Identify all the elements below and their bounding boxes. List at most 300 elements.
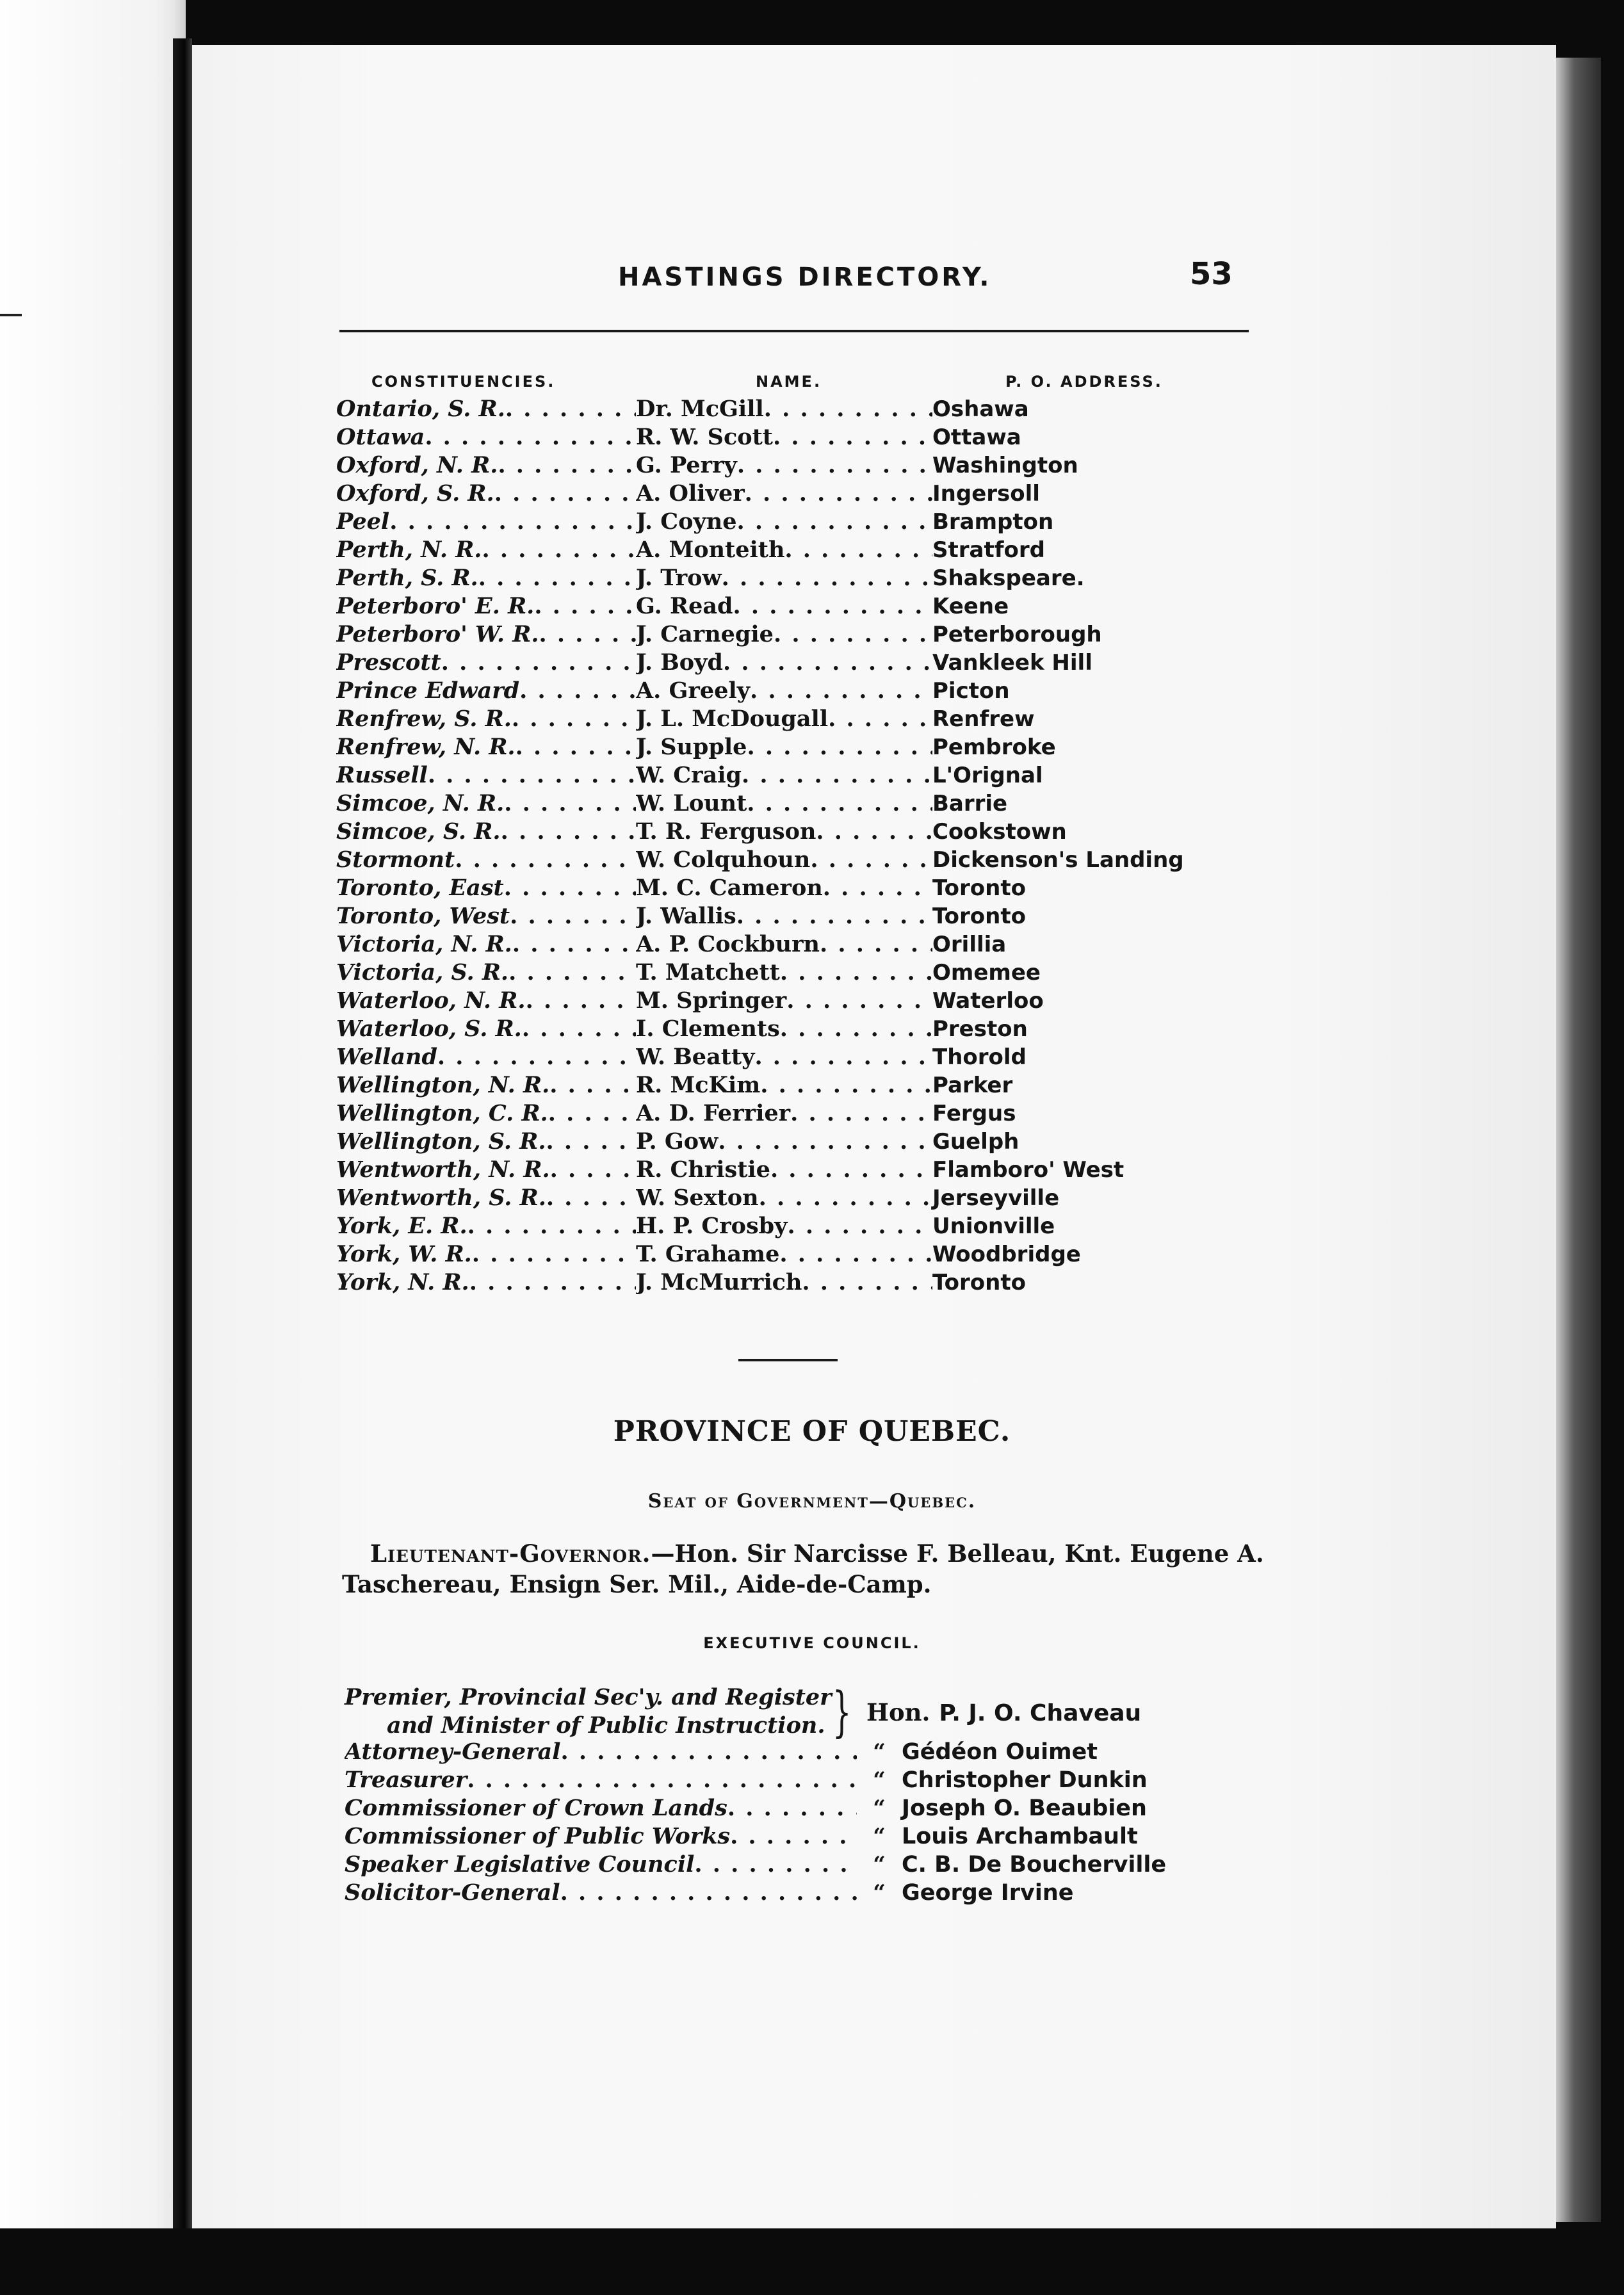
column-header-address: P. O. ADDRESS. — [1005, 373, 1163, 391]
member-row — [336, 903, 1258, 931]
member-name-cell — [636, 706, 932, 732]
member-name-cell — [636, 1072, 932, 1098]
council-row — [345, 1823, 1254, 1851]
constituency-name: Renfrew, N. R. — [336, 734, 516, 760]
constituency-name: Victoria, S. R. — [336, 959, 509, 985]
constituency-cell — [336, 762, 636, 788]
dot-leader — [546, 1128, 636, 1155]
member-name: A. Greely — [636, 677, 751, 704]
dot-leader — [494, 480, 636, 507]
constituency-cell — [336, 593, 636, 619]
constituency-cell — [336, 1156, 636, 1183]
member-name: P. Gow — [636, 1128, 719, 1155]
dot-leader — [722, 565, 932, 591]
member-name-cell — [636, 818, 932, 845]
dot-leader — [828, 706, 932, 732]
council-member-name: Louis Archambault — [902, 1824, 1138, 1849]
office-cell — [345, 1795, 857, 1821]
constituency-cell — [336, 959, 636, 985]
constituency-name: Welland — [336, 1044, 437, 1070]
member-name: J. Trow — [636, 565, 722, 591]
member-name: J. Wallis — [636, 903, 736, 929]
member-name-cell — [636, 734, 932, 760]
member-row — [336, 1213, 1258, 1241]
constituency-cell — [336, 875, 636, 901]
member-name: J. McMurrich — [636, 1269, 802, 1295]
premier-office-line-2: and Minister of Public Instruction. — [387, 1712, 825, 1739]
dot-leader — [759, 1185, 932, 1211]
constituency-cell — [336, 1185, 636, 1211]
member-name-cell — [636, 959, 932, 985]
dot-leader — [774, 621, 932, 647]
ditto-mark: “ — [873, 1739, 886, 1765]
header-rule — [339, 330, 1249, 332]
dot-leader — [736, 903, 932, 929]
dot-leader — [802, 1269, 932, 1295]
member-name-cell — [636, 452, 932, 478]
constituency-cell — [336, 706, 636, 732]
member-name-cell — [636, 508, 932, 535]
member-name-cell — [636, 1185, 932, 1211]
dot-leader — [760, 1072, 932, 1098]
constituency-cell — [336, 1213, 636, 1239]
council-member-name: C. B. De Boucherville — [902, 1852, 1167, 1877]
member-row — [336, 1044, 1258, 1072]
constituency-name: Ontario, S. R. — [336, 396, 505, 422]
executive-council-heading: EXECUTIVE COUNCIL. — [703, 1634, 921, 1652]
member-row — [336, 565, 1258, 593]
dot-leader — [786, 987, 932, 1014]
member-row — [336, 480, 1258, 508]
member-name: W. Sexton — [636, 1185, 759, 1211]
dot-leader — [779, 1241, 932, 1267]
dot-leader — [780, 1016, 932, 1042]
premier-holder — [866, 1698, 1141, 1726]
member-row — [336, 537, 1258, 565]
seat-of-government: Seat of Government—Quebec. — [647, 1490, 977, 1512]
constituency-cell — [336, 1016, 636, 1042]
constituency-name: Peterboro' W. R. — [336, 621, 539, 647]
member-name: A. Oliver — [636, 480, 745, 507]
dot-leader — [467, 1213, 636, 1239]
post-office-address: Pembroke — [932, 734, 1056, 760]
dot-leader — [469, 1269, 636, 1295]
ditto-mark: “ — [873, 1852, 886, 1877]
member-name: W. Craig — [636, 762, 742, 788]
post-office-address: Omemee — [932, 960, 1041, 985]
constituency-cell — [336, 1044, 636, 1070]
dot-leader — [505, 396, 636, 422]
dot-leader — [810, 847, 932, 873]
dot-leader — [723, 649, 932, 676]
member-name: I. Clements — [636, 1016, 780, 1042]
dot-leader — [526, 987, 636, 1014]
post-office-address: Preston — [932, 1016, 1028, 1042]
member-name: J. Coyne — [636, 508, 737, 535]
member-name-cell — [636, 1213, 932, 1239]
council-row — [345, 1767, 1254, 1795]
member-row — [336, 847, 1258, 875]
member-row — [336, 621, 1258, 649]
dot-leader — [718, 1128, 932, 1155]
constituency-name: Wellington, N. R. — [336, 1072, 550, 1098]
member-row — [336, 649, 1258, 677]
dot-leader — [498, 452, 636, 478]
premier-office-line-1: Premier, Provincial Sec'y. and Register — [345, 1684, 832, 1710]
office-title: Treasurer — [345, 1767, 467, 1793]
post-office-address: Barrie — [932, 791, 1008, 816]
council-row — [345, 1851, 1254, 1879]
scan-background — [0, 2228, 1624, 2295]
office-title: Commissioner of Crown Lands — [345, 1795, 727, 1821]
dot-leader — [512, 706, 636, 732]
member-name-cell — [636, 903, 932, 929]
dot-leader — [482, 537, 636, 563]
dot-leader — [694, 1851, 857, 1877]
constituency-cell — [336, 931, 636, 957]
post-office-address: Woodbridge — [932, 1242, 1081, 1267]
dot-leader — [784, 537, 932, 563]
premier-name: P. J. O. Chaveau — [939, 1700, 1142, 1726]
dot-leader — [501, 818, 636, 845]
post-office-address: Peterborough — [932, 622, 1102, 647]
dot-leader — [428, 762, 636, 788]
office-title: Attorney-General — [345, 1739, 561, 1765]
constituency-cell — [336, 1269, 636, 1295]
dot-leader — [504, 790, 636, 816]
member-name-cell — [636, 565, 932, 591]
post-office-address: Oshawa — [932, 396, 1029, 422]
member-row — [336, 931, 1258, 959]
post-office-address: Guelph — [932, 1129, 1019, 1155]
constituency-cell — [336, 1241, 636, 1267]
dot-leader — [788, 1213, 933, 1239]
section-title: PROVINCE OF QUEBEC. — [613, 1415, 1011, 1448]
member-name-cell — [636, 1156, 932, 1183]
member-name: M. Springer — [636, 987, 787, 1014]
constituency-cell — [336, 508, 636, 535]
member-name: J. Boyd — [636, 649, 723, 676]
constituency-cell — [336, 790, 636, 816]
constituency-name: Simcoe, S. R. — [336, 818, 501, 845]
constituency-name: York, N. R. — [336, 1269, 469, 1295]
post-office-address: Toronto — [932, 904, 1026, 929]
post-office-address: Ottawa — [932, 425, 1021, 450]
constituency-name: Perth, N. R. — [336, 537, 482, 563]
constituency-name: Perth, S. R. — [336, 565, 478, 591]
section-divider — [738, 1359, 838, 1361]
ditto-mark: “ — [873, 1767, 886, 1793]
dot-leader — [764, 396, 932, 422]
constituency-name: Wentworth, N. R. — [336, 1156, 550, 1183]
office-cell — [345, 1767, 857, 1793]
post-office-address: Orillia — [932, 932, 1007, 957]
post-office-address: Brampton — [932, 509, 1054, 535]
constituency-name: Peel — [336, 508, 390, 535]
constituency-name: Prince Edward — [336, 677, 520, 704]
member-name: J. Supple — [636, 734, 747, 760]
dot-leader — [539, 621, 636, 647]
constituency-cell — [336, 621, 636, 647]
constituency-name: Oxford, N. R. — [336, 452, 498, 478]
dot-leader — [504, 875, 636, 901]
premier-honorific: Hon. — [866, 1698, 930, 1726]
dot-leader — [549, 1072, 636, 1098]
member-name: A. P. Cockburn — [636, 931, 820, 957]
dot-leader — [816, 818, 932, 845]
constituency-cell — [336, 480, 636, 507]
member-row — [336, 706, 1258, 734]
office-title: Speaker Legislative Council — [345, 1851, 695, 1877]
post-office-address: Renfrew — [932, 706, 1035, 732]
member-row — [336, 987, 1258, 1016]
constituency-name: Peterboro' E. R. — [336, 593, 535, 619]
dot-leader — [522, 1016, 636, 1042]
member-name: W. Colquhoun — [636, 847, 811, 873]
dot-leader — [770, 1156, 932, 1183]
council-member-name: George Irvine — [902, 1880, 1074, 1906]
post-office-address: Vankleek Hill — [932, 650, 1092, 676]
member-row — [336, 396, 1258, 424]
constituency-cell — [336, 1128, 636, 1155]
member-name: G. Read — [636, 593, 733, 619]
constituency-name: Wentworth, S. R. — [336, 1185, 546, 1211]
dot-leader — [737, 452, 932, 478]
member-name-cell — [636, 593, 932, 619]
post-office-address: Keene — [932, 594, 1009, 619]
dot-leader — [745, 480, 932, 507]
dot-leader — [534, 593, 636, 619]
dot-leader — [742, 762, 932, 788]
constituency-cell — [336, 818, 636, 845]
constituency-name: York, E. R. — [336, 1213, 467, 1239]
council-row — [345, 1739, 1254, 1767]
member-row — [336, 790, 1258, 818]
dot-leader — [561, 1739, 857, 1765]
member-row — [336, 1128, 1258, 1156]
dot-leader — [780, 959, 932, 985]
member-name-cell — [636, 537, 932, 563]
member-name: W. Beatty — [636, 1044, 755, 1070]
dot-leader — [727, 1795, 857, 1821]
dot-leader — [425, 424, 636, 450]
office-cell — [345, 1879, 857, 1906]
constituency-name: Victoria, N. R. — [336, 931, 512, 957]
member-name: M. C. Cameron — [636, 875, 823, 901]
dot-leader — [389, 508, 636, 535]
member-name-cell — [636, 931, 932, 957]
council-member-name: Christopher Dunkin — [902, 1767, 1148, 1793]
member-row — [336, 1072, 1258, 1100]
post-office-address: Washington — [932, 453, 1078, 478]
dot-leader — [730, 1823, 857, 1849]
dot-leader — [736, 508, 932, 535]
member-row — [336, 959, 1258, 987]
member-name: Dr. McGill — [636, 396, 764, 422]
member-row — [336, 593, 1258, 621]
member-name: R. McKim — [636, 1072, 761, 1098]
member-name: H. P. Crosby — [636, 1213, 788, 1239]
member-row — [336, 1269, 1258, 1297]
constituency-name: Renfrew, S. R. — [336, 706, 512, 732]
member-row — [336, 424, 1258, 452]
page-edge — [1556, 58, 1601, 2222]
dot-leader — [510, 903, 636, 929]
member-name-cell — [636, 480, 932, 507]
constituency-name: Stormont — [336, 847, 455, 873]
member-row — [336, 677, 1258, 706]
constituency-cell — [336, 649, 636, 676]
constituency-name: York, W. R. — [336, 1241, 472, 1267]
lieutenant-governor-paragraph — [342, 1538, 1264, 1600]
member-name: A. D. Ferrier — [636, 1100, 791, 1126]
ditto-mark: “ — [873, 1880, 886, 1906]
left-page-margin — [0, 0, 186, 2295]
post-office-address: Ingersoll — [932, 481, 1040, 507]
page-number: 53 — [1190, 256, 1233, 292]
constituency-name: Prescott — [336, 649, 441, 676]
member-name: W. Lount — [636, 790, 747, 816]
post-office-address: Jerseyville — [932, 1185, 1060, 1211]
dot-leader — [823, 875, 932, 901]
office-cell — [345, 1851, 857, 1877]
member-row — [336, 452, 1258, 480]
executive-council-list — [345, 1739, 1254, 1908]
member-row — [336, 1016, 1258, 1044]
dot-leader — [441, 649, 636, 676]
post-office-address: Flamboro' West — [932, 1157, 1125, 1183]
brace-icon: } — [832, 1680, 852, 1743]
dot-leader — [733, 593, 932, 619]
member-name: G. Perry — [636, 452, 737, 478]
dot-leader — [508, 959, 636, 985]
constituency-cell — [336, 537, 636, 563]
member-name: J. Carnegie — [636, 621, 774, 647]
member-name-cell — [636, 396, 932, 422]
member-name-cell — [636, 987, 932, 1014]
post-office-address: Waterloo — [932, 988, 1044, 1014]
member-name: R. W. Scott — [636, 424, 773, 450]
post-office-address: Shakspeare. — [932, 565, 1085, 591]
member-name-cell — [636, 621, 932, 647]
member-name-cell — [636, 424, 932, 450]
dot-leader — [820, 931, 932, 957]
member-row — [336, 734, 1258, 762]
members-list — [336, 396, 1258, 1297]
constituency-cell — [336, 734, 636, 760]
dot-leader — [548, 1100, 636, 1126]
member-row — [336, 1156, 1258, 1185]
post-office-address: Toronto — [932, 1270, 1026, 1295]
post-office-address: Unionville — [932, 1213, 1055, 1239]
constituency-name: Ottawa — [336, 424, 425, 450]
dot-leader — [747, 734, 932, 760]
post-office-address: Fergus — [932, 1101, 1016, 1126]
margin-mark — [0, 314, 22, 316]
ditto-mark: “ — [873, 1824, 886, 1849]
office-title: Solicitor-General — [345, 1879, 560, 1906]
constituency-name: Waterloo, N. R. — [336, 987, 526, 1014]
member-name: R. Christie — [636, 1156, 770, 1183]
dot-leader — [472, 1241, 636, 1267]
council-row — [345, 1879, 1254, 1908]
member-row — [336, 1241, 1258, 1269]
member-name-cell — [636, 1269, 932, 1295]
member-name-cell — [636, 1128, 932, 1155]
constituency-name: Waterloo, S. R. — [336, 1016, 522, 1042]
constituency-name: Wellington, S. R. — [336, 1128, 546, 1155]
post-office-address: L'Orignal — [932, 763, 1043, 788]
member-name-cell — [636, 875, 932, 901]
office-title: Commissioner of Public Works — [345, 1823, 731, 1849]
member-name: J. L. McDougall — [636, 706, 829, 732]
member-name: T. Matchett — [636, 959, 780, 985]
member-name: T. Grahame — [636, 1241, 780, 1267]
dot-leader — [519, 677, 636, 704]
premier-office — [345, 1683, 832, 1740]
column-header-constituencies: CONSTITUENCIES. — [371, 373, 556, 391]
dot-leader — [467, 1767, 857, 1793]
member-name-cell — [636, 1100, 932, 1126]
dot-leader — [560, 1879, 857, 1906]
member-name: A. Monteith — [636, 537, 785, 563]
office-cell — [345, 1823, 857, 1849]
constituency-name: Wellington, C. R. — [336, 1100, 548, 1126]
constituency-name: Russell — [336, 762, 428, 788]
post-office-address: Parker — [932, 1073, 1013, 1098]
dot-leader — [773, 424, 932, 450]
constituency-cell — [336, 424, 636, 450]
dot-leader — [790, 1100, 932, 1126]
post-office-address: Toronto — [932, 875, 1026, 901]
constituency-cell — [336, 1100, 636, 1126]
dot-leader — [754, 1044, 932, 1070]
constituency-name: Toronto, East — [336, 875, 504, 901]
ditto-mark: “ — [873, 1796, 886, 1821]
member-name-cell — [636, 847, 932, 873]
member-row — [336, 1100, 1258, 1128]
member-name-cell — [636, 1241, 932, 1267]
member-row — [336, 762, 1258, 790]
dot-leader — [512, 931, 636, 957]
member-name-cell — [636, 790, 932, 816]
dot-leader — [478, 565, 636, 591]
lieutenant-governor-label: Lieutenant-Governor. — [370, 1539, 651, 1568]
member-row — [336, 1185, 1258, 1213]
member-name-cell — [636, 762, 932, 788]
member-name-cell — [636, 649, 932, 676]
constituency-cell — [336, 1072, 636, 1098]
column-header-name: NAME. — [756, 373, 822, 391]
lieutenant-governor-text: —Hon. Sir Narcisse F. Belleau, Knt. Eugene A. Taschereau, Ensign Ser. Mil., Aide-de-Camp. — [342, 1539, 1264, 1598]
member-name-cell — [636, 677, 932, 704]
dot-leader — [750, 677, 932, 704]
member-row — [336, 875, 1258, 903]
constituency-cell — [336, 677, 636, 704]
running-header: HASTINGS DIRECTORY. — [618, 263, 992, 292]
post-office-address: Picton — [932, 678, 1010, 704]
book-spine — [173, 38, 192, 2228]
constituency-name: Toronto, West — [336, 903, 510, 929]
member-name-cell — [636, 1016, 932, 1042]
constituency-name: Oxford, S. R. — [336, 480, 494, 507]
member-name-cell — [636, 1044, 932, 1070]
dot-leader — [516, 734, 636, 760]
constituency-cell — [336, 987, 636, 1014]
post-office-address: Dickenson's Landing — [932, 847, 1184, 873]
dot-leader — [747, 790, 932, 816]
constituency-cell — [336, 903, 636, 929]
